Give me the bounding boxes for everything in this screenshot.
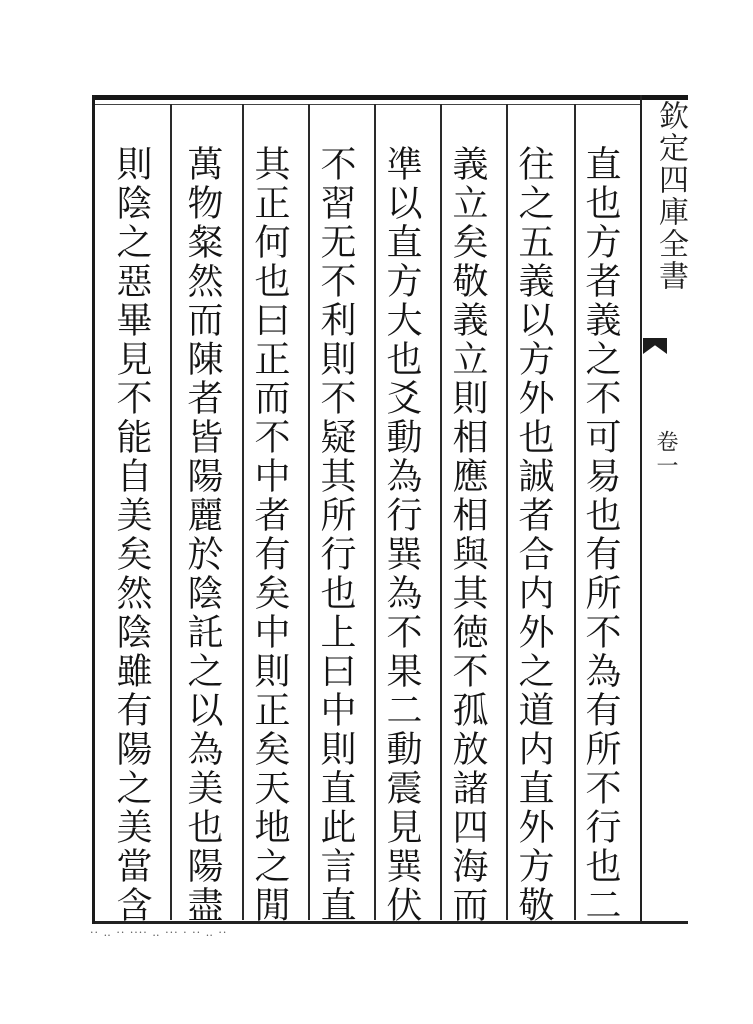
text-column-6: 其正何也曰正而不中者有矣中則正矣天地之閒 bbox=[249, 145, 290, 925]
text-column-2: 往之五義以方外也誠者合内外之道内直外方敬 bbox=[513, 145, 554, 925]
text-column-4: 凖以直方大也爻動為行巽為不果二動震見巽伏 bbox=[381, 145, 422, 925]
text-column-5: 不習无不利則不疑其所行也上曰中則直此言直 bbox=[315, 145, 356, 925]
frame-top-border bbox=[92, 95, 688, 100]
column-rule bbox=[506, 104, 508, 920]
fishtail-mark-icon bbox=[643, 338, 667, 354]
column-rule bbox=[308, 104, 310, 920]
frame-left-border bbox=[92, 95, 95, 924]
column-rule bbox=[374, 104, 376, 920]
text-column-3: 義立矣敬義立則相應相與其徳不孤放諸四海而 bbox=[447, 145, 488, 925]
margin-juan-number: 卷一 bbox=[653, 430, 678, 478]
column-rule bbox=[440, 104, 442, 920]
margin-book-title: 欽定四庫全書 bbox=[653, 100, 688, 292]
text-column-1: 直也方者義之不可易也有所不為有所不行也二 bbox=[580, 145, 621, 925]
text-column-7: 萬物粲然而陳者皆陽麗於陰託之以為美也陽盡 bbox=[182, 145, 223, 925]
text-column-8: 則陰之惡畢見不能自美矣然陰雖有陽之美當含 bbox=[111, 145, 152, 925]
column-rule bbox=[170, 104, 172, 920]
footer-print-marks: ·· ‥ ·· ···· ‥ ··· · ·· ‥ ·· bbox=[90, 926, 228, 939]
frame-top-inner-line bbox=[92, 104, 640, 105]
column-rule bbox=[574, 104, 576, 920]
column-rule bbox=[242, 104, 244, 920]
margin-rule bbox=[640, 95, 642, 921]
